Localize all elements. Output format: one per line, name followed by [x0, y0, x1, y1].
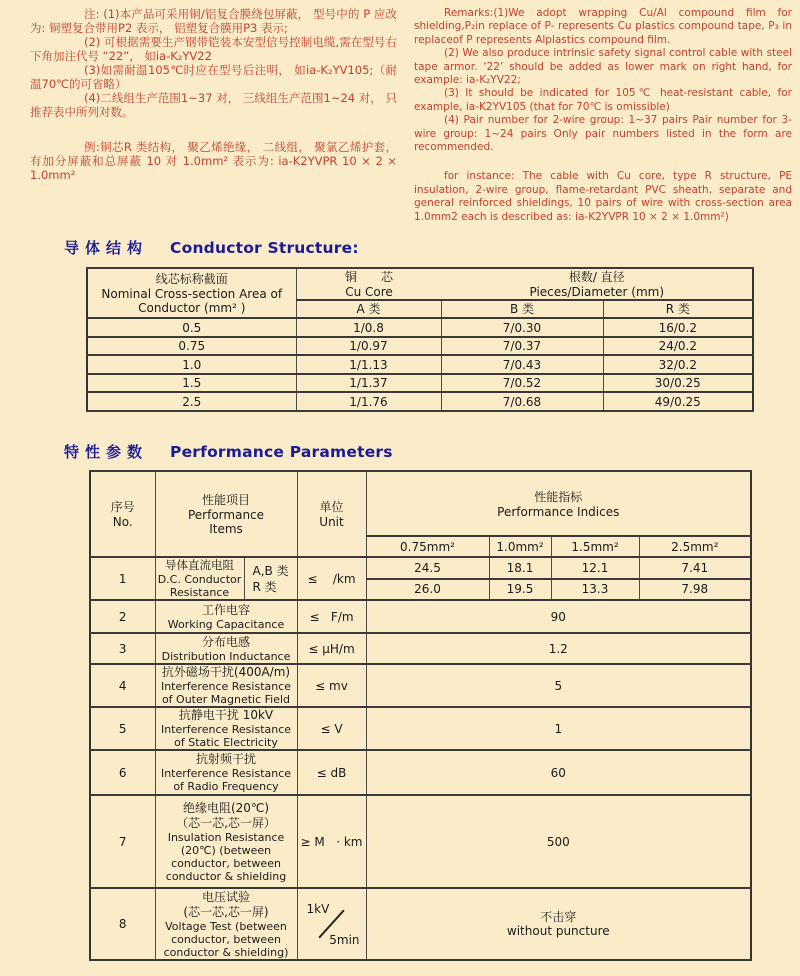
performance-parameters-table [89, 470, 752, 961]
class-b-cell: 7/0.52 [441, 374, 603, 392]
size-cell: 0.5 [87, 318, 296, 337]
size-cell: 2.5 [87, 392, 296, 411]
class-r-cell: 16/0.2 [603, 318, 753, 337]
voltage-time-fraction [298, 889, 366, 959]
item-name-en: D.C. Conductor Resistance [157, 573, 242, 599]
pieces-diameter-label-en: Pieces/Diameter (mm) [529, 285, 665, 299]
value-cell: 90 [366, 600, 751, 633]
col-header-size-25: 2.5mm² [639, 536, 751, 557]
notes-chinese [30, 7, 397, 182]
value-cell [366, 888, 751, 960]
items-label-en-1: Performance [187, 508, 265, 522]
table-row [87, 392, 753, 411]
unit-cell: ≤ F/m [297, 600, 366, 633]
col-header-performance-indices [366, 471, 751, 536]
col-header-class-a: A 类 [296, 300, 441, 318]
value-cell: 18.1 [489, 557, 551, 579]
class-a-cell: 1/0.8 [296, 318, 441, 337]
value-cn: 不击穿 [540, 910, 577, 924]
class-b-cell: 7/0.37 [441, 337, 603, 355]
note-cn-2: (2) 可根据需要生产钢带铠装本安型信号控制电缆,需在型号右下角加注代号 “22”， 如ia-K₂YV22 [30, 35, 397, 63]
item-name-cn: 抗外磁场干扰(400A/m) [161, 665, 291, 679]
performance-item-cell [155, 707, 297, 750]
class-r-cell: 32/0.2 [603, 355, 753, 374]
table-row [90, 707, 751, 750]
section-title-conductor-structure [64, 237, 359, 258]
class-a-cell: 1/1.13 [296, 355, 441, 374]
performance-item-cell [155, 664, 297, 707]
pieces-diameter-label-cn: 根数/ 直径 [568, 270, 625, 284]
table2-header-row-1 [90, 471, 751, 536]
pieces-diameter-header [442, 269, 753, 299]
cross-section-label-cn: 线芯标称截面 [155, 272, 228, 286]
table-row [90, 664, 751, 707]
table-row [90, 600, 751, 633]
items-label-cn: 性能项目 [202, 493, 251, 507]
conductor-structure-table [86, 267, 754, 412]
class-subcell [244, 557, 297, 600]
row-number: 5 [90, 707, 155, 750]
table-row [87, 318, 753, 337]
value-cell: 26.0 [366, 579, 489, 601]
col-header-size-15: 1.5mm² [551, 536, 639, 557]
item-name-en: Voltage Test (between conductor, between conductor & shielding) [163, 919, 289, 959]
item-name-en: Distribution Inductance [161, 649, 291, 663]
row-number: 1 [90, 557, 155, 600]
item-name-en: Working Capacitance [167, 617, 285, 631]
class-r-cell: 49/0.25 [603, 392, 753, 411]
class-r-cell: 24/0.2 [603, 337, 753, 355]
performance-item-cell [155, 888, 297, 960]
unit-cell: ≤ /km [297, 557, 366, 600]
class-a-cell: 1/0.97 [296, 337, 441, 355]
no-label-en: No. [112, 515, 133, 529]
row-number: 7 [90, 795, 155, 888]
note-en-4: (4) Pair number for 2-wire group: 1~37 pairs Pair number for 3-wire group: 1~24 pairs Only pair numbers listed in the form are recommended. [414, 114, 792, 154]
indices-label-cn: 性能指标 [534, 489, 583, 504]
class-r-label: R 类 [252, 579, 277, 594]
fraction-denominator: 5min [329, 933, 360, 947]
note-cn-example: 例:铜芯R 类结构， 聚乙烯绝缘， 二线组， 聚氯乙烯护套， 有加分屏蔽和总屏蔽 10 对 1.0mm² 表示为: ia-K2YVPR 10 × 2 × 1.0mm² [30, 140, 397, 182]
row-number: 6 [90, 750, 155, 795]
performance-item-cell [155, 600, 297, 633]
col-header-unit [297, 471, 366, 557]
cross-section-label-en-2: Conductor (mm² ) [138, 301, 246, 315]
value-cell: 1.2 [366, 633, 751, 664]
row-number: 2 [90, 600, 155, 633]
col-header-size-10: 1.0mm² [489, 536, 551, 557]
value-cell: 5 [366, 664, 751, 707]
performance-item-cell [155, 795, 297, 888]
size-cell: 1.5 [87, 374, 296, 392]
col-header-structure [296, 268, 753, 300]
table-row [90, 633, 751, 664]
table-row [87, 355, 753, 374]
class-ab-label: A,B 类 [252, 563, 289, 578]
item-name-en: Insulation Resistance (20℃) (between conductor, between conductor & shielding [165, 830, 287, 883]
table-row [90, 557, 751, 579]
section1-title-en: Conductor Structure: [170, 239, 359, 257]
note-en-2: (2) We also produce intrinsic safety signal control cable with steel tape armor. ‘22’ should be added as lower mark on right hand, for example: ia-K₂YV22; [414, 47, 792, 87]
no-label-cn: 序号 [110, 500, 135, 514]
performance-item-cell [155, 633, 297, 664]
row-number: 8 [90, 888, 155, 960]
note-en-1: Remarks:(1)We adopt wrapping Cu/Al compound film for shielding,P₂in replace of P- represents Cu plastics compound tape, P₃ in replaceof P represents Alplastics compound film. [414, 7, 792, 46]
item-name-en: Interference Resistance of Radio Frequency [160, 767, 292, 793]
unit-cell [297, 888, 366, 960]
value-cell: 19.5 [489, 579, 551, 601]
table-row [90, 795, 751, 888]
section-title-performance-parameters [64, 441, 393, 462]
item-name-cn: 电压试验 [202, 889, 251, 904]
cu-core-label-cn: 铜 芯 [344, 270, 393, 284]
unit-cell: ≥ M · km [297, 795, 366, 888]
col-header-size-075: 0.75mm² [366, 536, 489, 557]
col-header-class-r: R 类 [603, 300, 753, 318]
class-r-cell: 30/0.25 [603, 374, 753, 392]
item-name-cn: 绝缘电阻(20℃) [182, 800, 270, 815]
row-number: 3 [90, 633, 155, 664]
unit-cell: ≤ dB [297, 750, 366, 795]
item-name-cn-2: (芯一芯,芯一屏) [183, 904, 269, 919]
table-row [87, 337, 753, 355]
value-cell: 12.1 [551, 557, 639, 579]
section2-title-en: Performance Parameters [170, 443, 393, 461]
value-cell: 13.3 [551, 579, 639, 601]
item-name-cn: 抗射频干扰 [196, 752, 257, 766]
class-b-cell: 7/0.68 [441, 392, 603, 411]
size-cell: 0.75 [87, 337, 296, 355]
class-b-cell: 7/0.43 [441, 355, 603, 374]
performance-item-cell [155, 750, 297, 795]
note-cn-4: (4)二线组生产范围1~37 对， 三线组生产范围1~24 对， 只推荐表中所列对数。 [30, 91, 397, 119]
item-name-cn: 工作电容 [202, 602, 251, 617]
section1-title-cn: 导体结构 [64, 239, 149, 257]
row-number: 4 [90, 664, 155, 707]
value-cell: 7.41 [639, 557, 751, 579]
item-name-cn: 导体直流电阻 [165, 558, 234, 572]
item-name-cn: 抗静电干扰 10kV [178, 708, 274, 722]
value-cell: 24.5 [366, 557, 489, 579]
notes-english [414, 7, 792, 224]
cu-core-label-en: Cu Core [345, 285, 393, 299]
value-cell: 7.98 [639, 579, 751, 601]
section2-title-cn: 特性参数 [64, 443, 149, 461]
col-header-no [90, 471, 155, 557]
class-b-cell: 7/0.30 [441, 318, 603, 337]
table1-header-row-1 [87, 268, 753, 300]
col-header-class-b: B 类 [441, 300, 603, 318]
item-name-en: Interference Resistance of Static Electricity [160, 723, 292, 749]
cu-core-header [297, 269, 442, 299]
table-row [87, 374, 753, 392]
unit-cell: ≤ μH/m [297, 633, 366, 664]
table-row [90, 888, 751, 960]
size-cell: 1.0 [87, 355, 296, 374]
unit-cell: ≤ V [297, 707, 366, 750]
structure-header-zones [297, 269, 753, 299]
col-header-performance-items [155, 471, 297, 557]
performance-item-cell [155, 557, 244, 600]
value-cell: 1 [366, 707, 751, 750]
value-cell: 60 [366, 750, 751, 795]
item-name-cn-2: （芯一芯,芯一屏） [176, 815, 276, 830]
note-cn-3: (3)如需耐温105℃时应在型号后注明， 如ia-K₂YV105;（耐温70℃的可省略） [30, 63, 397, 91]
indices-label-en: Performance Indices [497, 504, 620, 519]
items-label-en-2: Items [209, 522, 243, 536]
note-en-3: (3) It should be indicated for 105℃ heat-resistant cable, for example, ia-K2YV105 (that for 70℃ is omissible) [414, 87, 792, 113]
value-cell: 500 [366, 795, 751, 888]
class-a-cell: 1/1.76 [296, 392, 441, 411]
unit-cell: ≤ mv [297, 664, 366, 707]
value-en: without puncture [506, 924, 610, 938]
note-cn-1: 注: (1)本产品可采用铜/铝复合膜绕包屏蔽， 型号中的 P 应改为: 铜塑复合带用P2 表示， 铝塑复合膜用P3 表示; [30, 7, 397, 35]
table-row [90, 750, 751, 795]
col-header-cross-section [87, 268, 296, 318]
class-a-cell: 1/1.37 [296, 374, 441, 392]
cross-section-label-en-1: Nominal Cross-section Area of [101, 287, 283, 301]
unit-label-en: Unit [319, 515, 344, 529]
item-name-cn: 分布电感 [202, 634, 251, 649]
note-en-example: for instance: The cable with Cu core, type R structure, PE insulation, 2-wire group, flame-retardant PVC sheath, separate and general reinforced shieldings, 10 pairs of wire with cross-section area 1.0mm2 each is described as: ia-K2YVPR 10 × 2 × 1.0mm²) [414, 170, 792, 223]
item-name-en: Interference Resistance of Outer Magnetic Field [160, 680, 292, 706]
fraction-numerator: 1kV [306, 902, 330, 916]
unit-label-cn: 单位 [319, 500, 344, 514]
